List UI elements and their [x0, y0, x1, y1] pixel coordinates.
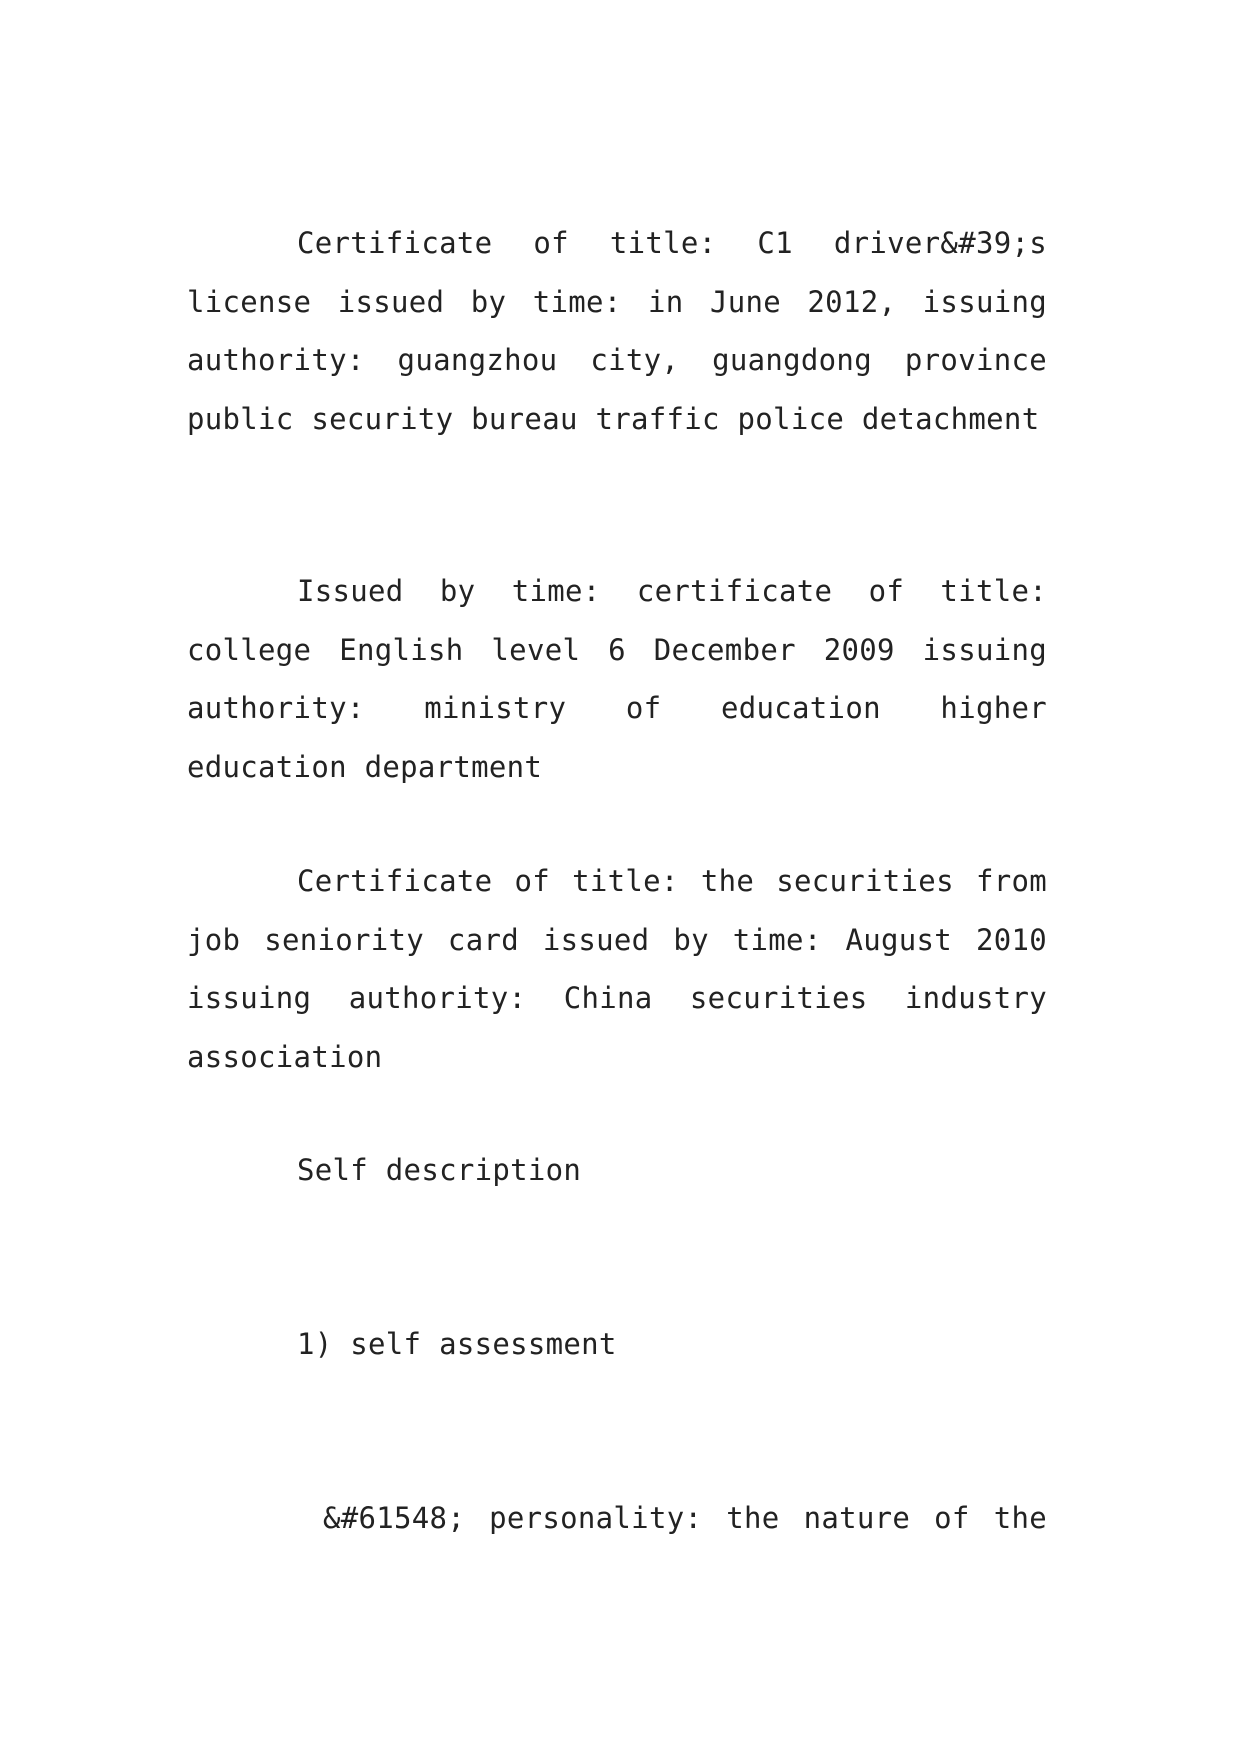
heading-self-assessment: 1) self assessment	[297, 1327, 617, 1361]
bullet-personality: &#61548; personality: the nature of the	[323, 1501, 1047, 1535]
heading-self-description: Self description	[297, 1153, 582, 1187]
paragraph-driver-license: Certificate of title: C1 driver&#39;s license issued by time: in June 2012, issuing authority: guangzhou city, guangdong province public security bureau traffic police detachment	[187, 226, 1047, 436]
paragraph-english-level: Issued by time: certificate of title: college English level 6 December 2009 issuing authority: ministry of education higher education department	[187, 574, 1047, 784]
paragraph-securities: Certificate of title: the securities from job seniority card issued by time: August 2010 issuing authority: China securities industry association	[187, 864, 1047, 1074]
